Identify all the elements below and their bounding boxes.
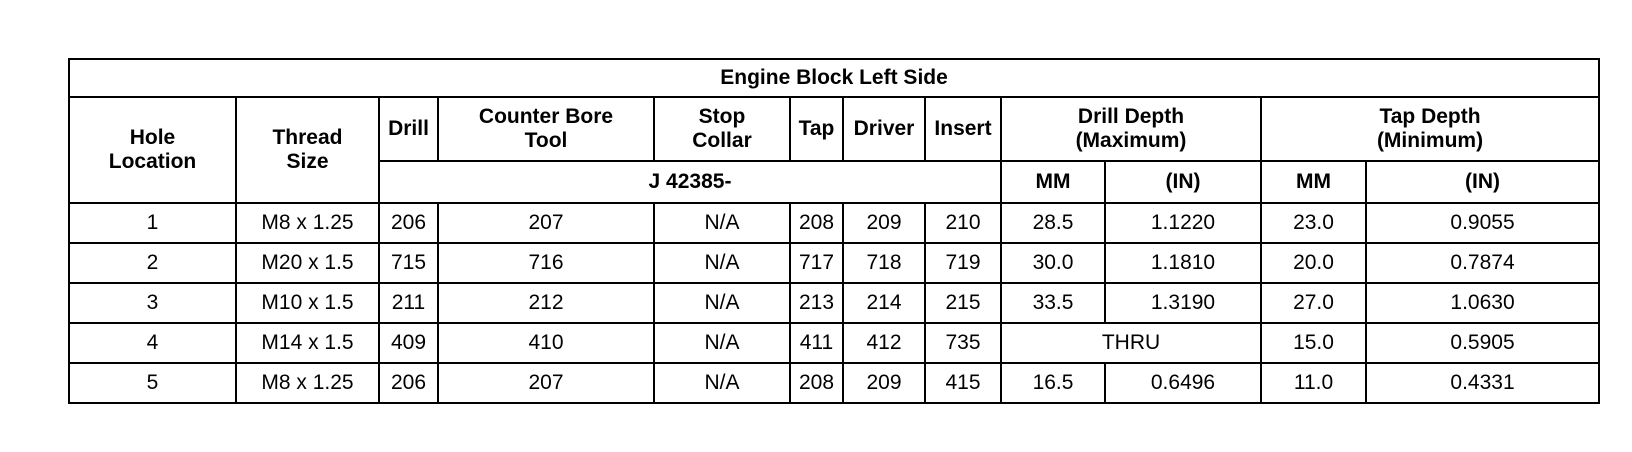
cell-thread: M20 x 1.5 xyxy=(236,243,379,283)
cell-drill: 206 xyxy=(379,363,438,403)
table-title: Engine Block Left Side xyxy=(69,59,1599,97)
cell-drill-in: 1.3190 xyxy=(1105,283,1261,323)
cell-tap-mm: 11.0 xyxy=(1261,363,1366,403)
cell-tap-mm: 27.0 xyxy=(1261,283,1366,323)
cell-tap-in: 1.0630 xyxy=(1366,283,1599,323)
cell-stop-collar: N/A xyxy=(654,243,790,283)
cell-driver: 214 xyxy=(843,283,925,323)
subheader-drill-in: (IN) xyxy=(1105,161,1261,203)
cell-thread: M8 x 1.25 xyxy=(236,203,379,243)
table-row xyxy=(69,283,1599,323)
cell-drill-mm: 33.5 xyxy=(1001,283,1105,323)
cell-drill-mm: 16.5 xyxy=(1001,363,1105,403)
table-row xyxy=(69,203,1599,243)
header-counter-bore-tool: Counter Bore Tool xyxy=(438,97,654,161)
cell-tap-in: 0.5905 xyxy=(1366,323,1599,363)
cell-tap: 717 xyxy=(790,243,843,283)
cell-insert: 735 xyxy=(925,323,1001,363)
cell-tap-mm: 23.0 xyxy=(1261,203,1366,243)
cell-tap-in: 0.4331 xyxy=(1366,363,1599,403)
cell-driver: 412 xyxy=(843,323,925,363)
cell-tap: 208 xyxy=(790,363,843,403)
cell-counter-bore: 410 xyxy=(438,323,654,363)
cell-driver: 209 xyxy=(843,203,925,243)
cell-stop-collar: N/A xyxy=(654,323,790,363)
cell-thread: M10 x 1.5 xyxy=(236,283,379,323)
header-tap: Tap xyxy=(790,97,843,161)
header-thread-size: Thread Size xyxy=(236,97,379,203)
cell-counter-bore: 716 xyxy=(438,243,654,283)
cell-tap: 411 xyxy=(790,323,843,363)
subheader-tap-in: (IN) xyxy=(1366,161,1599,203)
cell-drill-mm: 28.5 xyxy=(1001,203,1105,243)
cell-thread: M14 x 1.5 xyxy=(236,323,379,363)
header-drill: Drill xyxy=(379,97,438,161)
table-row xyxy=(69,243,1599,283)
cell-drill-in: 1.1810 xyxy=(1105,243,1261,283)
cell-drill: 206 xyxy=(379,203,438,243)
cell-tap-in: 0.7874 xyxy=(1366,243,1599,283)
cell-drill-depth-thru: THRU xyxy=(1001,323,1261,363)
header-driver: Driver xyxy=(843,97,925,161)
cell-driver: 718 xyxy=(843,243,925,283)
cell-tap-in: 0.9055 xyxy=(1366,203,1599,243)
cell-counter-bore: 207 xyxy=(438,363,654,403)
cell-hole: 1 xyxy=(69,203,236,243)
cell-hole: 2 xyxy=(69,243,236,283)
kit-prefix: J 42385- xyxy=(379,161,1001,203)
subheader-tap-mm: MM xyxy=(1261,161,1366,203)
cell-insert: 415 xyxy=(925,363,1001,403)
cell-stop-collar: N/A xyxy=(654,363,790,403)
cell-hole: 4 xyxy=(69,323,236,363)
cell-insert: 210 xyxy=(925,203,1001,243)
cell-drill: 409 xyxy=(379,323,438,363)
cell-counter-bore: 212 xyxy=(438,283,654,323)
header-stop-collar: Stop Collar xyxy=(654,97,790,161)
table-row xyxy=(69,363,1599,403)
header-hole-location: Hole Location xyxy=(69,97,236,203)
subheader-drill-mm: MM xyxy=(1001,161,1105,203)
header-drill-depth: Drill Depth (Maximum) xyxy=(1001,97,1261,161)
cell-insert: 215 xyxy=(925,283,1001,323)
cell-tap: 208 xyxy=(790,203,843,243)
cell-stop-collar: N/A xyxy=(654,203,790,243)
engine-block-spec-table xyxy=(68,58,1600,404)
table-title-row xyxy=(69,59,1599,97)
cell-drill-in: 0.6496 xyxy=(1105,363,1261,403)
header-tap-depth: Tap Depth (Minimum) xyxy=(1261,97,1599,161)
cell-tap-mm: 15.0 xyxy=(1261,323,1366,363)
cell-drill: 715 xyxy=(379,243,438,283)
cell-drill-mm: 30.0 xyxy=(1001,243,1105,283)
cell-stop-collar: N/A xyxy=(654,283,790,323)
cell-tap-mm: 20.0 xyxy=(1261,243,1366,283)
cell-insert: 719 xyxy=(925,243,1001,283)
cell-drill: 211 xyxy=(379,283,438,323)
header-insert: Insert xyxy=(925,97,1001,161)
cell-driver: 209 xyxy=(843,363,925,403)
column-header-row xyxy=(69,97,1599,161)
cell-counter-bore: 207 xyxy=(438,203,654,243)
table-row xyxy=(69,323,1599,363)
cell-hole: 3 xyxy=(69,283,236,323)
cell-drill-in: 1.1220 xyxy=(1105,203,1261,243)
cell-hole: 5 xyxy=(69,363,236,403)
cell-tap: 213 xyxy=(790,283,843,323)
cell-thread: M8 x 1.25 xyxy=(236,363,379,403)
